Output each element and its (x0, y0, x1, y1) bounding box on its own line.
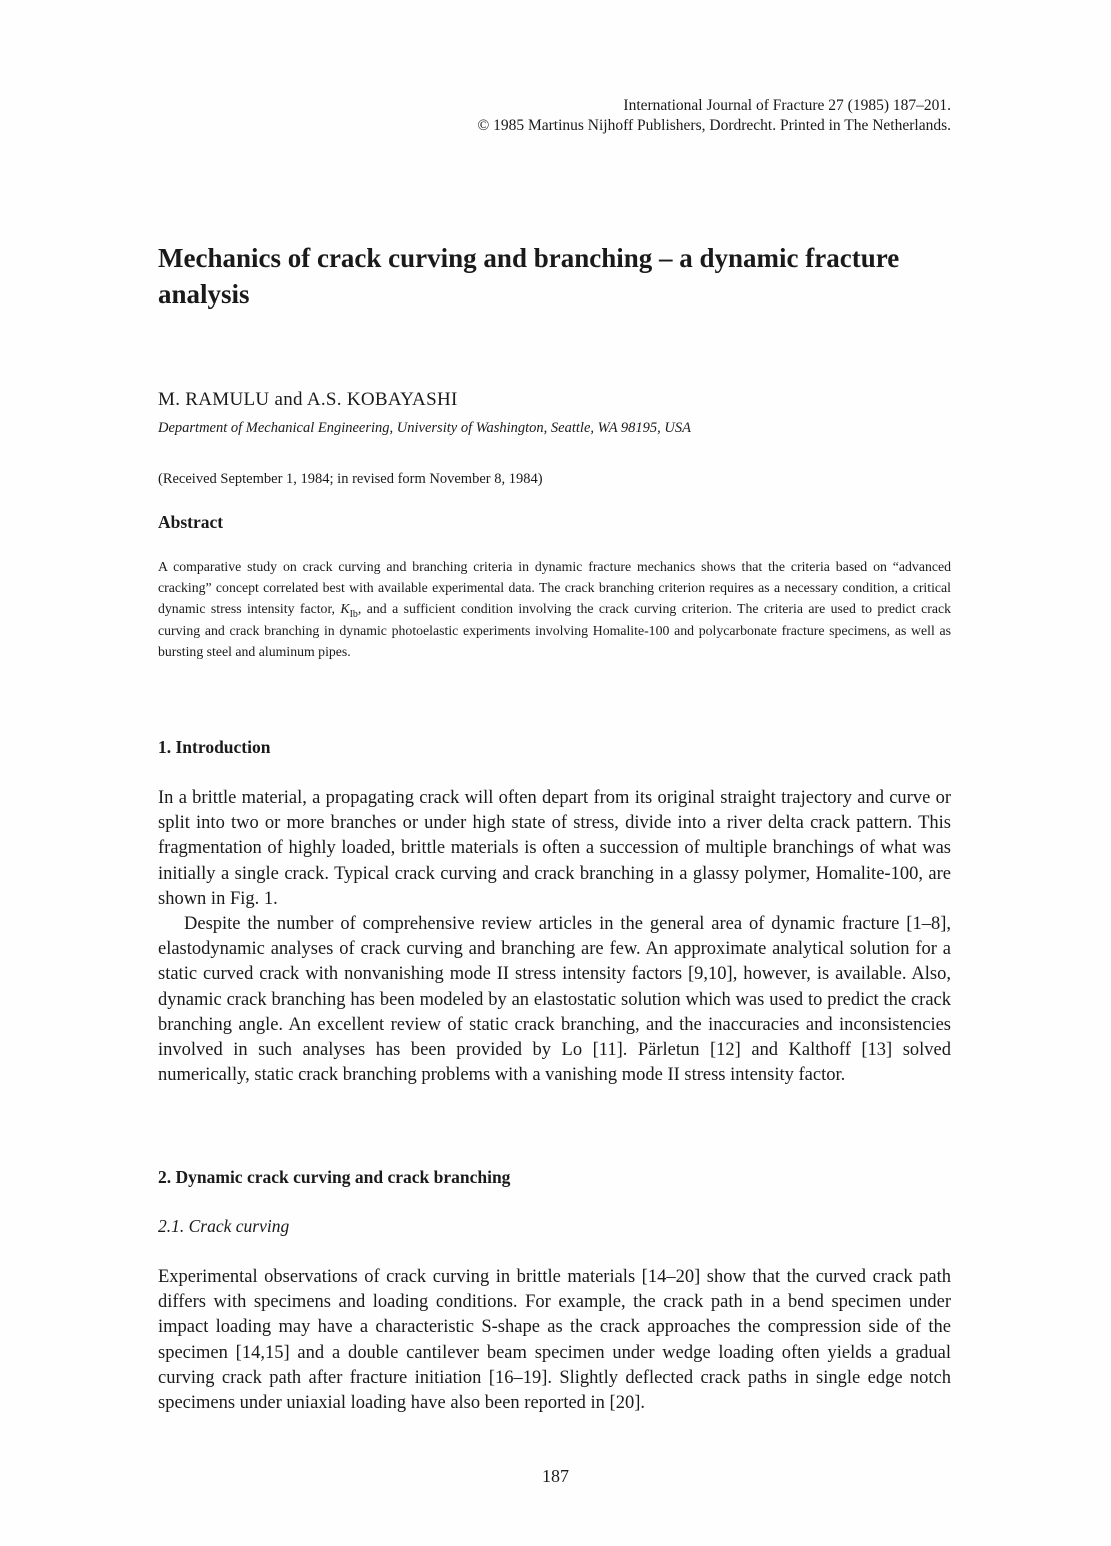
abstract-text (158, 556, 951, 662)
intro-paragraph-1: In a brittle material, a propagating crack will often depart from its original straight trajectory and curve or split into two or more branches or under high state of stress, divide into a river delta crack pattern. This fragmentation of highly loaded, brittle materials is often a succession of multiple branchings of what was initially a single crack. Typical crack curving and crack branching in a glassy polymer, Homalite-100, are shown in Fig. 1. (158, 788, 951, 909)
abstract-text-part2: , and a sufficient condition involving the crack curving criterion. The criteria are used to predict crack curving and crack branching in dynamic photoelastic experiments involving Homalite-100 and polycarbonate fracture specimens, as well as bursting steel and aluminum pipes. (158, 601, 951, 659)
section-2-heading: 2. Dynamic crack curving and crack branching (158, 1167, 511, 1187)
k-symbol: K (340, 601, 350, 617)
received-dates: (Received September 1, 1984; in revised form November 8, 1984) (158, 471, 543, 487)
intro-paragraph-2: Despite the number of comprehensive review articles in the general area of dynamic fracture [1–8], elastodynamic analyses of crack curving and branching are few. An approximate analytical solution for a static curved crack with nonvanishing mode II stress intensity factors [9,10], however, is available. Also, dynamic crack branching has been modeled by an elastostatic solution which was used to predict the crack branching angle. An excellent review of static crack branching, and the inaccuracies and inconsistencies involved in such analyses has been provided by Lo [11]. Pärletun [12] and Kalthoff [13] solved numerically, static crack branching problems with a vanishing mode II stress intensity factor. (158, 914, 951, 1086)
k-subscript: Ib (349, 609, 358, 621)
affiliation: Department of Mechanical Engineering, University of Washington, Seattle, WA 98195, USA (158, 420, 691, 436)
section-2-1-paragraph-1: Experimental observations of crack curving in brittle materials [14–20] show that the curved crack path differs with specimens and loading conditions. For example, the crack path in a bend specimen under impact loading may have a characteristic S-shape as the crack approaches the compression side of the specimen [14,15] and a double cantilever beam specimen under wedge loading often yields a gradual curving crack path after fracture initiation [16–19]. Slightly deflected crack paths in single edge notch specimens under uniaxial loading have also been reported in [20]. (158, 1267, 951, 1414)
paper-title: Mechanics of crack curving and branching – a dynamic fracture analysis (158, 243, 900, 309)
abstract-text-part1: A comparative study on crack curving and branching criteria in dynamic fracture mechanics shows that the criteria based on “advanced cracking” concept correlated best with available experimental data. The crack branching criterion requires as a necessary condition, a critical dynamic stress intensity factor, (158, 559, 951, 617)
introduction-heading: 1. Introduction (158, 737, 271, 757)
abstract-heading: Abstract (158, 512, 224, 532)
publisher-line: © 1985 Martinus Nijhoff Publishers, Dordrecht. Printed in The Netherlands. (477, 117, 951, 134)
section-2-1-heading: 2.1. Crack curving (158, 1216, 290, 1236)
journal-citation: International Journal of Fracture 27 (1985) 187–201. (623, 97, 951, 114)
page-number: 187 (542, 1466, 569, 1486)
journal-header (477, 96, 951, 136)
authors: M. RAMULU and A.S. KOBAYASHI (158, 389, 458, 410)
